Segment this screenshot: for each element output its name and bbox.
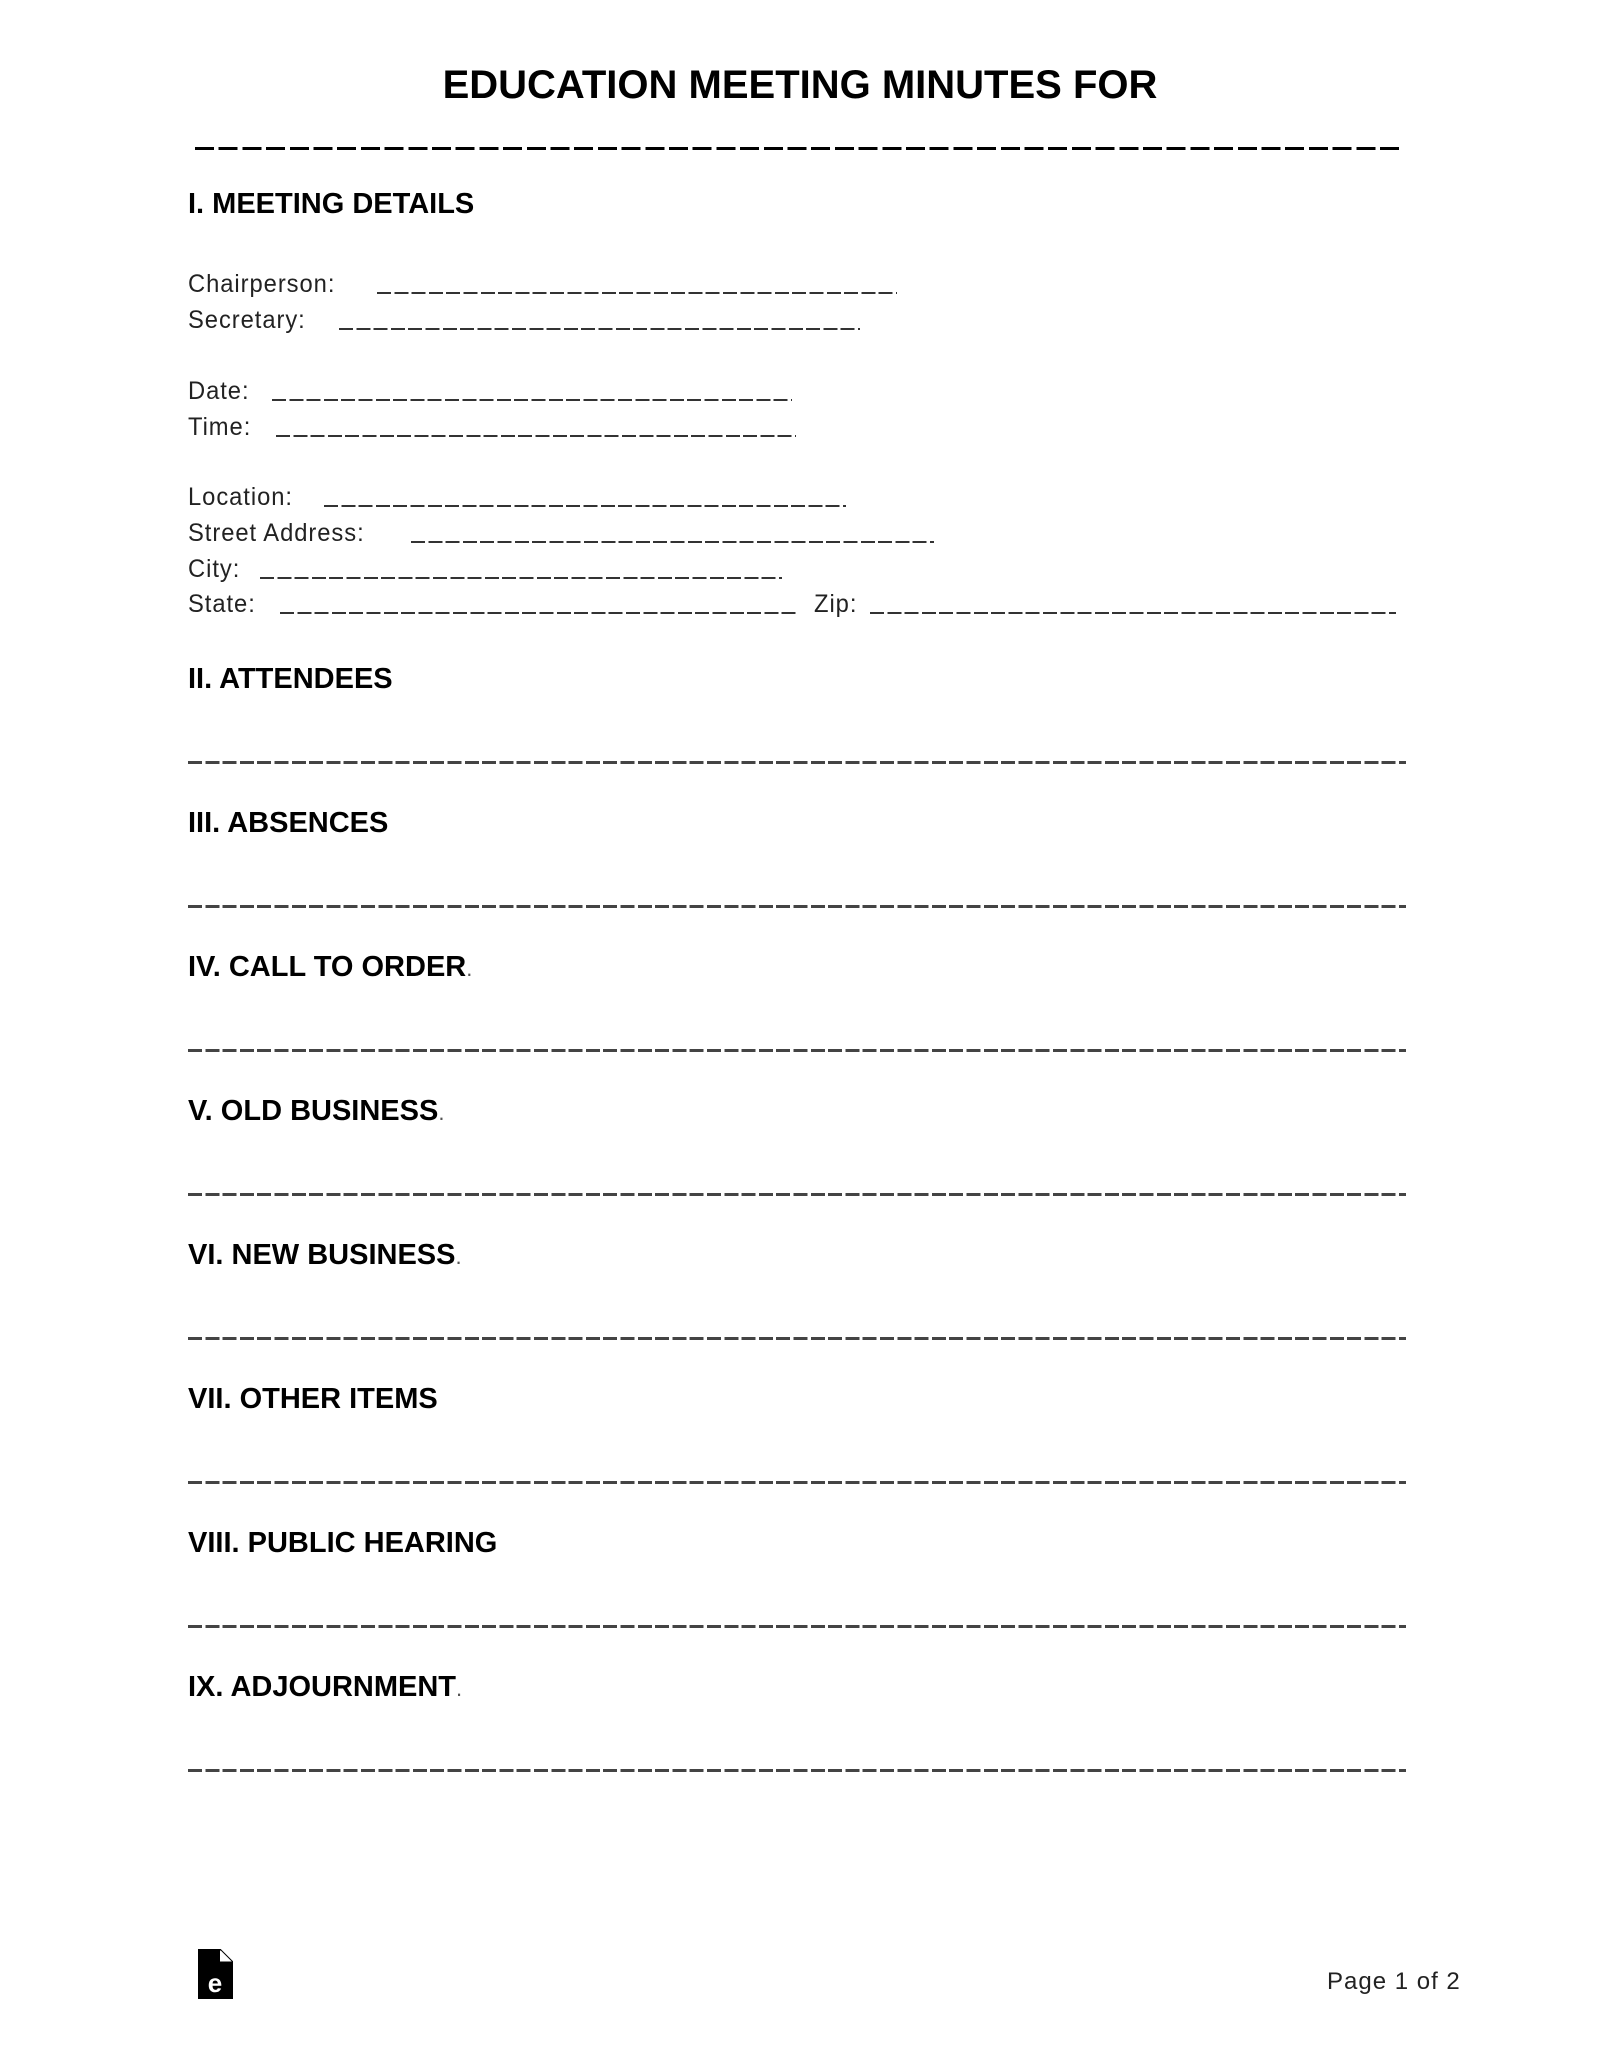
heading-period: .: [455, 1244, 462, 1269]
heading-period: .: [456, 1676, 463, 1701]
zip-label: Zip:: [814, 590, 858, 618]
public-hearing-field[interactable]: [188, 1625, 1406, 1628]
section-heading-call-to-order: [188, 950, 472, 986]
section-heading-meeting-details: [188, 187, 474, 221]
page-number: Page 1 of 2: [1327, 1968, 1461, 1995]
document-title: EDUCATION MEETING MINUTES FOR: [442, 63, 1158, 107]
adjournment-field[interactable]: [188, 1769, 1406, 1772]
section-heading-label: II. ATTENDEES: [188, 663, 393, 695]
time-field[interactable]: [276, 435, 796, 437]
date-label: Date:: [188, 377, 250, 405]
zip-field[interactable]: [870, 612, 1396, 614]
section-heading-attendees: [188, 662, 393, 696]
street-address-field[interactable]: [411, 541, 934, 543]
chairperson-field[interactable]: [377, 292, 897, 294]
svg-text:e: e: [207, 1968, 223, 1998]
section-heading-label: III. ABSENCES: [188, 807, 389, 839]
section-heading-adjournment: [188, 1670, 462, 1706]
section-heading-public-hearing: [188, 1526, 497, 1560]
location-field[interactable]: [324, 505, 846, 507]
section-heading-absences: [188, 806, 388, 840]
call-to-order-field[interactable]: [188, 1049, 1406, 1052]
section-heading-label: VI. NEW BUSINESS: [188, 1239, 456, 1271]
time-label: Time:: [188, 413, 252, 441]
attendees-field[interactable]: [188, 761, 1406, 764]
heading-period: .: [466, 956, 473, 981]
section-heading-label: I. MEETING DETAILS: [188, 188, 475, 220]
eforms-logo-icon: [198, 1949, 233, 1999]
absences-field[interactable]: [188, 905, 1406, 908]
chairperson-label: Chairperson:: [188, 270, 336, 298]
state-field[interactable]: [280, 612, 798, 614]
secretary-field[interactable]: [339, 328, 860, 330]
section-heading-label: VII. OTHER ITEMS: [188, 1383, 438, 1415]
state-label: State:: [188, 590, 256, 618]
section-heading-label: V. OLD BUSINESS: [188, 1095, 439, 1127]
section-heading-label: IV. CALL TO ORDER: [188, 951, 467, 983]
street-address-label: Street Address:: [188, 519, 365, 547]
section-heading-label: IX. ADJOURNMENT: [188, 1671, 456, 1703]
old-business-field[interactable]: [188, 1193, 1406, 1196]
section-heading-new-business: [188, 1238, 462, 1274]
location-label: Location:: [188, 483, 293, 511]
section-heading-old-business: [188, 1094, 444, 1130]
city-field[interactable]: [260, 577, 782, 579]
section-heading-label: VIII. PUBLIC HEARING: [188, 1527, 498, 1559]
other-items-field[interactable]: [188, 1481, 1406, 1484]
heading-period: .: [438, 1100, 445, 1125]
secretary-label: Secretary:: [188, 306, 306, 334]
new-business-field[interactable]: [188, 1337, 1406, 1340]
city-label: City:: [188, 555, 241, 583]
section-heading-other-items: [188, 1382, 438, 1416]
date-field[interactable]: [272, 399, 792, 401]
title-blank-line[interactable]: [195, 147, 1400, 150]
